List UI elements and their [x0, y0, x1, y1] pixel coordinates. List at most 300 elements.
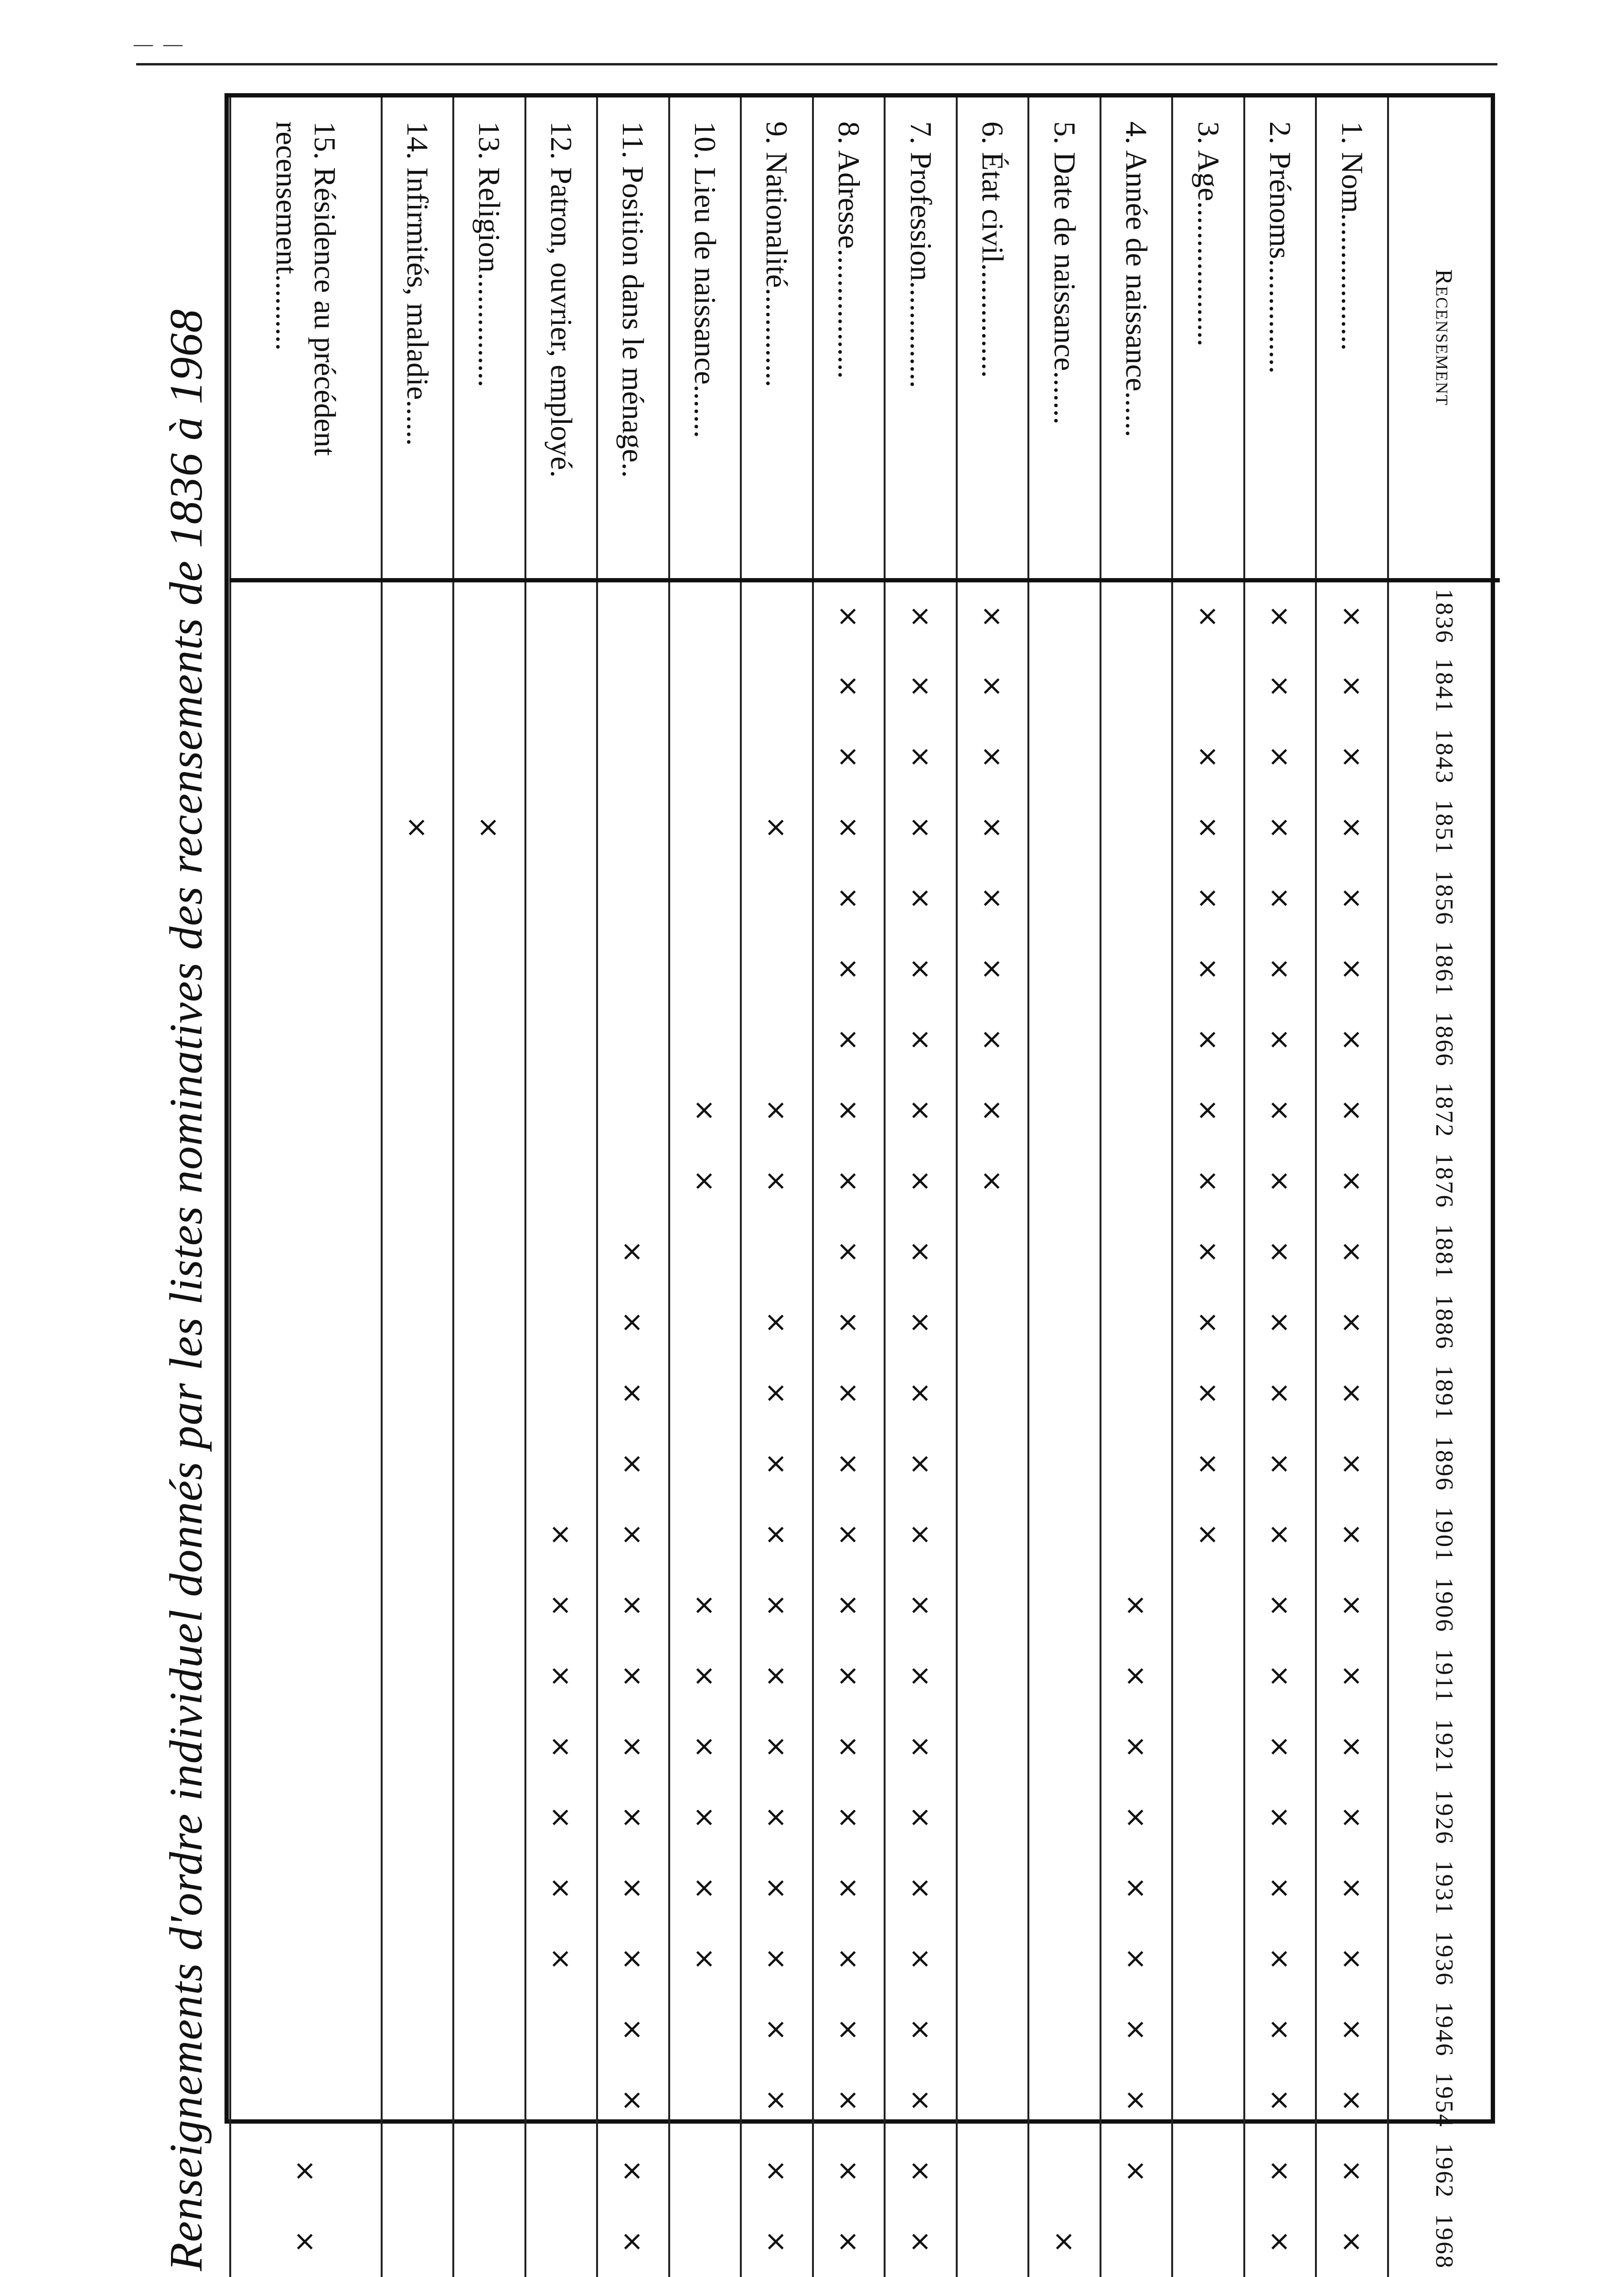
- row-label-text: 9. Nationalité.............: [760, 121, 794, 387]
- table-cell: [382, 580, 454, 651]
- table-cell: [453, 1570, 525, 1641]
- table-cell: [885, 1358, 957, 1428]
- table-cell: [741, 1923, 813, 1994]
- table-cell: [453, 651, 525, 721]
- table-cell: [525, 1428, 598, 1499]
- cross-mark-icon: ×: [1120, 1664, 1153, 1688]
- table-cell: [1172, 1358, 1244, 1428]
- table-cell: [1244, 1923, 1316, 1994]
- cross-mark-icon: ×: [1336, 1735, 1368, 1759]
- table-cell: [1244, 2136, 1316, 2206]
- cross-mark-icon: ×: [904, 2018, 937, 2041]
- table-cell: [1244, 1499, 1316, 1570]
- table-cell: [525, 1075, 598, 1146]
- table-cell: [230, 651, 382, 721]
- row-label-text: 11. Position dans le ménage..: [616, 121, 651, 478]
- table-cell: [382, 2065, 454, 2136]
- table-row: [1316, 97, 1388, 2277]
- table-cell: [382, 1499, 454, 1570]
- table-cell: [741, 1075, 813, 1146]
- cross-mark-icon: ×: [833, 1098, 865, 1122]
- cross-mark-icon: ×: [904, 2159, 937, 2183]
- table-cell: [1172, 651, 1244, 721]
- table-cell: [1316, 2065, 1388, 2136]
- cross-mark-icon: ×: [976, 604, 1009, 628]
- table-cell: [885, 1782, 957, 1853]
- table-cell: [813, 2065, 885, 2136]
- cross-mark-icon: ×: [617, 1452, 650, 1476]
- table-cell: [885, 1853, 957, 1923]
- year-header: 1906: [1388, 1570, 1500, 1641]
- table-cell: [669, 1641, 741, 1711]
- table-cell: [525, 1358, 598, 1428]
- table-cell: [597, 580, 669, 651]
- cross-mark-icon: ×: [904, 1947, 937, 1971]
- cross-mark-icon: ×: [1336, 1240, 1368, 1264]
- table-cell: [382, 1641, 454, 1711]
- table-cell: [957, 792, 1029, 863]
- table-cell: [453, 580, 525, 651]
- year-header: 1881: [1388, 1216, 1500, 1287]
- cross-mark-icon: ×: [1264, 1523, 1297, 1547]
- table-cell: [1244, 2065, 1316, 2136]
- row-label: [957, 97, 1029, 580]
- table-cell: [382, 1570, 454, 1641]
- table-cell: [669, 2136, 741, 2206]
- row-label-text: 1. Nom..................: [1335, 121, 1369, 351]
- table-cell: [885, 934, 957, 1004]
- row-label-text: 12. Patron, ouvrier, employé.: [544, 121, 578, 478]
- table-cell: [669, 580, 741, 651]
- cross-mark-icon: ×: [1336, 674, 1368, 698]
- year-header: 1886: [1388, 1287, 1500, 1358]
- table-cell: [885, 1641, 957, 1711]
- table-cell: [597, 1075, 669, 1146]
- table-cell: [382, 1287, 454, 1358]
- table-cell: [813, 1146, 885, 1216]
- cross-mark-icon: ×: [1336, 2159, 1368, 2183]
- table-cell: [1244, 1287, 1316, 1358]
- table-header-row: [1388, 97, 1500, 2277]
- table-cell: [813, 1782, 885, 1853]
- table-cell: [597, 1711, 669, 1782]
- table-cell: [453, 863, 525, 934]
- table-cell: [957, 1075, 1029, 1146]
- table-cell: [1172, 1641, 1244, 1711]
- table-cell: [957, 1004, 1029, 1075]
- cross-mark-icon: ×: [617, 1876, 650, 1900]
- row-label: [813, 97, 885, 580]
- year-header: 1931: [1388, 1853, 1500, 1923]
- cross-mark-icon: ×: [760, 1947, 793, 1971]
- table-cell: [1172, 1782, 1244, 1853]
- table-cell: [1028, 1570, 1100, 1641]
- cross-mark-icon: ×: [760, 1664, 793, 1688]
- table-cell: [741, 2136, 813, 2206]
- table-cell: [1244, 1994, 1316, 2065]
- table-cell: [1028, 1287, 1100, 1358]
- table-cell: [1316, 1216, 1388, 1287]
- cross-mark-icon: ×: [688, 1664, 721, 1688]
- cross-mark-icon: ×: [833, 957, 865, 981]
- table-cell: [957, 1923, 1029, 1994]
- cross-mark-icon: ×: [976, 1028, 1009, 1052]
- table-cell: [230, 2136, 382, 2206]
- table-cell: [597, 934, 669, 1004]
- row-label-text: 15. Résidence au précédent recensement..........: [270, 121, 342, 456]
- cross-mark-icon: ×: [904, 1169, 937, 1193]
- header-rule: [136, 63, 1497, 65]
- cross-mark-icon: ×: [904, 1876, 937, 1900]
- table-cell: [1316, 721, 1388, 792]
- table-cell: [669, 651, 741, 721]
- year-header: 1962: [1388, 2136, 1500, 2206]
- table-cell: [1028, 2206, 1100, 2277]
- table-cell: [1244, 1641, 1316, 1711]
- cross-mark-icon: ×: [1336, 1876, 1368, 1900]
- table-body: [230, 97, 1388, 2277]
- cross-mark-icon: ×: [1192, 1310, 1225, 1334]
- table-cell: [1316, 1570, 1388, 1641]
- table-cell: [453, 792, 525, 863]
- table-cell: [1244, 721, 1316, 792]
- table-cell: [957, 1358, 1029, 1428]
- table-cell: [1172, 1004, 1244, 1075]
- cross-mark-icon: ×: [1192, 1523, 1225, 1547]
- cross-mark-icon: ×: [904, 745, 937, 769]
- cross-mark-icon: ×: [1336, 1947, 1368, 1971]
- table-cell: [885, 1146, 957, 1216]
- table-cell: [813, 1570, 885, 1641]
- table-row: [1244, 97, 1316, 2277]
- table-cell: [525, 792, 598, 863]
- table-cell: [1100, 1287, 1173, 1358]
- table-cell: [741, 1570, 813, 1641]
- table-cell: [813, 1994, 885, 2065]
- table-cell: [1244, 1853, 1316, 1923]
- cross-mark-icon: ×: [1120, 2018, 1153, 2041]
- cross-mark-icon: ×: [760, 1169, 793, 1193]
- table-cell: [1100, 2206, 1173, 2277]
- table-cell: [453, 1711, 525, 1782]
- table-cell: [525, 651, 598, 721]
- cross-mark-icon: ×: [1264, 1947, 1297, 1971]
- table-cell: [741, 1004, 813, 1075]
- table-cell: [382, 863, 454, 934]
- table-cell: [1100, 1216, 1173, 1287]
- row-label: [382, 97, 454, 580]
- cross-mark-icon: ×: [976, 674, 1009, 698]
- table-cell: [525, 1923, 598, 1994]
- table-cell: [1172, 721, 1244, 792]
- table-cell: [382, 1994, 454, 2065]
- table-cell: [741, 2206, 813, 2277]
- cross-mark-icon: ×: [1336, 1523, 1368, 1547]
- cross-mark-icon: ×: [688, 1735, 721, 1759]
- year-header: 1872: [1388, 1075, 1500, 1146]
- table-cell: [1244, 1075, 1316, 1146]
- year-header: 1926: [1388, 1782, 1500, 1853]
- table-cell: [669, 792, 741, 863]
- table-cell: [525, 1004, 598, 1075]
- table-cell: [230, 934, 382, 1004]
- cross-mark-icon: ×: [833, 1947, 865, 1971]
- cross-mark-icon: ×: [1264, 2088, 1297, 2112]
- row-label: [885, 97, 957, 580]
- table-cell: [382, 2206, 454, 2277]
- table-cell: [813, 1075, 885, 1146]
- row-label-text: 4. Année de naissance......: [1120, 121, 1154, 438]
- table-cell: [1100, 1641, 1173, 1711]
- cross-mark-icon: ×: [833, 1876, 865, 1900]
- cross-mark-icon: ×: [289, 2230, 322, 2254]
- table-cell: [957, 1711, 1029, 1782]
- cross-mark-icon: ×: [401, 816, 434, 839]
- cross-mark-icon: ×: [688, 1098, 721, 1122]
- table-cell: [597, 651, 669, 721]
- table-cell: [885, 792, 957, 863]
- table-cell: [597, 1641, 669, 1711]
- table-cell: [525, 1216, 598, 1287]
- table-cell: [1028, 1711, 1100, 1782]
- table-cell: [453, 1004, 525, 1075]
- table-cell: [669, 1287, 741, 1358]
- table-cell: [1100, 1358, 1173, 1428]
- table-cell: [669, 1004, 741, 1075]
- table-cell: [525, 721, 598, 792]
- cross-mark-icon: ×: [1336, 886, 1368, 910]
- table-cell: [525, 1782, 598, 1853]
- row-label: [1172, 97, 1244, 580]
- table-cell: [741, 1782, 813, 1853]
- cross-mark-icon: ×: [617, 2018, 650, 2041]
- table-cell: [453, 1853, 525, 1923]
- table-cell: [1244, 934, 1316, 1004]
- cross-mark-icon: ×: [617, 2088, 650, 2112]
- table-cell: [1244, 1570, 1316, 1641]
- table-cell: [957, 1499, 1029, 1570]
- table-cell: [525, 934, 598, 1004]
- row-label-text: 10. Lieu de naissance.......: [688, 121, 722, 438]
- table-cell: [813, 934, 885, 1004]
- table-cell: [885, 1216, 957, 1287]
- table-cell: [741, 580, 813, 651]
- table-cell: [597, 1358, 669, 1428]
- table-cell: [230, 1358, 382, 1428]
- table-cell: [1100, 1075, 1173, 1146]
- table-cell: [813, 1923, 885, 1994]
- cross-mark-icon: ×: [904, 2230, 937, 2254]
- table-cell: [230, 1782, 382, 1853]
- cross-mark-icon: ×: [833, 2159, 865, 2183]
- cross-mark-icon: ×: [833, 1028, 865, 1052]
- table-row: [813, 97, 885, 2277]
- row-label: [230, 97, 382, 580]
- table-cell: [1100, 863, 1173, 934]
- cross-mark-icon: ×: [760, 2159, 793, 2183]
- table-cell: [230, 1994, 382, 2065]
- table-cell: [813, 2206, 885, 2277]
- table-cell: [525, 1287, 598, 1358]
- table-cell: [813, 580, 885, 651]
- table-cell: [597, 1570, 669, 1641]
- table-cell: [382, 1711, 454, 1782]
- year-header: 1946: [1388, 1994, 1500, 2065]
- cross-mark-icon: ×: [904, 2088, 937, 2112]
- table-cell: [1028, 863, 1100, 934]
- table-cell: [453, 934, 525, 1004]
- cross-mark-icon: ×: [1264, 886, 1297, 910]
- page-number: — —: [134, 33, 185, 54]
- table-cell: [885, 1004, 957, 1075]
- row-label-text: 8. Adresse.................: [832, 121, 866, 379]
- cross-mark-icon: ×: [545, 1735, 577, 1759]
- table-cell: [1244, 651, 1316, 721]
- cross-mark-icon: ×: [1336, 1664, 1368, 1688]
- table-cell: [1100, 580, 1173, 651]
- table-cell: [885, 2136, 957, 2206]
- table-cell: [741, 1216, 813, 1287]
- table-cell: [957, 934, 1029, 1004]
- table-cell: [1028, 1853, 1100, 1923]
- table-row: [597, 97, 669, 2277]
- year-header: 1896: [1388, 1428, 1500, 1499]
- table-cell: [1028, 2065, 1100, 2136]
- year-header: 1856: [1388, 863, 1500, 934]
- table-cell: [1244, 1216, 1316, 1287]
- table-cell: [813, 1216, 885, 1287]
- table-cell: [1316, 2136, 1388, 2206]
- table-cell: [1100, 651, 1173, 721]
- cross-mark-icon: ×: [904, 1381, 937, 1405]
- cross-mark-icon: ×: [904, 816, 937, 839]
- cross-mark-icon: ×: [1120, 1876, 1153, 1900]
- year-header: 1921: [1388, 1711, 1500, 1782]
- cross-mark-icon: ×: [833, 886, 865, 910]
- table-cell: [1172, 1287, 1244, 1358]
- table-cell: [813, 721, 885, 792]
- cross-mark-icon: ×: [1264, 745, 1297, 769]
- table-cell: [957, 580, 1029, 651]
- cross-mark-icon: ×: [976, 1098, 1009, 1122]
- table-row: [957, 97, 1029, 2277]
- table-cell: [1172, 1075, 1244, 1146]
- year-header: 1841: [1388, 651, 1500, 721]
- table-cell: [669, 1146, 741, 1216]
- table-cell: [382, 2136, 454, 2206]
- table-cell: [741, 1287, 813, 1358]
- table-cell: [1244, 2206, 1316, 2277]
- table-cell: [813, 1428, 885, 1499]
- table-cell: [957, 651, 1029, 721]
- table-cell: [1316, 580, 1388, 651]
- cross-mark-icon: ×: [1120, 2088, 1153, 2112]
- table-cell: [1028, 792, 1100, 863]
- cross-mark-icon: ×: [1120, 1735, 1153, 1759]
- table-cell: [525, 1499, 598, 1570]
- cross-mark-icon: ×: [617, 1523, 650, 1547]
- cross-mark-icon: ×: [1264, 1664, 1297, 1688]
- table-cell: [230, 1004, 382, 1075]
- table-cell: [1316, 1428, 1388, 1499]
- table-row: [525, 97, 598, 2277]
- cross-mark-icon: ×: [1336, 816, 1368, 839]
- table-row: [885, 97, 957, 2277]
- cross-mark-icon: ×: [1336, 745, 1368, 769]
- table-cell: [453, 1923, 525, 1994]
- table-cell: [453, 1782, 525, 1853]
- cross-mark-icon: ×: [1120, 1947, 1153, 1971]
- table-cell: [597, 1146, 669, 1216]
- cross-mark-icon: ×: [617, 2159, 650, 2183]
- cross-mark-icon: ×: [1264, 816, 1297, 839]
- table-cell: [885, 2206, 957, 2277]
- table-cell: [1172, 792, 1244, 863]
- cross-mark-icon: ×: [1192, 1381, 1225, 1405]
- table-cell: [1100, 934, 1173, 1004]
- cross-mark-icon: ×: [1264, 1028, 1297, 1052]
- table-cell: [669, 1358, 741, 1428]
- table-cell: [453, 2065, 525, 2136]
- table-cell: [1172, 1994, 1244, 2065]
- cross-mark-icon: ×: [1264, 2230, 1297, 2254]
- cross-mark-icon: ×: [904, 1452, 937, 1476]
- row-label: [1028, 97, 1100, 580]
- table-cell: [230, 1428, 382, 1499]
- table-cell: [1316, 1711, 1388, 1782]
- cross-mark-icon: ×: [833, 745, 865, 769]
- table-cell: [1172, 1570, 1244, 1641]
- table-cell: [597, 721, 669, 792]
- cross-mark-icon: ×: [833, 2018, 865, 2041]
- table-cell: [885, 721, 957, 792]
- table-cell: [453, 1428, 525, 1499]
- cross-mark-icon: ×: [688, 1876, 721, 1900]
- table-cell: [813, 651, 885, 721]
- table-cell: [669, 1923, 741, 1994]
- year-header: 1968: [1388, 2206, 1500, 2277]
- row-label: [1100, 97, 1173, 580]
- table-cell: [1244, 1358, 1316, 1428]
- table-cell: [1316, 1994, 1388, 2065]
- table-cell: [1100, 1994, 1173, 2065]
- cross-mark-icon: ×: [1336, 957, 1368, 981]
- table-cell: [813, 1711, 885, 1782]
- cross-mark-icon: ×: [1264, 604, 1297, 628]
- table-cell: [597, 863, 669, 934]
- table-cell: [957, 863, 1029, 934]
- table-cell: [813, 1641, 885, 1711]
- table-cell: [453, 721, 525, 792]
- cross-mark-icon: ×: [1336, 1098, 1368, 1122]
- cross-mark-icon: ×: [1336, 1028, 1368, 1052]
- cross-mark-icon: ×: [760, 2088, 793, 2112]
- table-cell: [813, 1004, 885, 1075]
- cross-mark-icon: ×: [1336, 1381, 1368, 1405]
- cross-mark-icon: ×: [1192, 957, 1225, 981]
- cross-mark-icon: ×: [904, 1240, 937, 1264]
- table-cell: [1028, 1923, 1100, 1994]
- year-header: 1851: [1388, 792, 1500, 863]
- row-label: [1244, 97, 1316, 580]
- cross-mark-icon: ×: [1264, 2159, 1297, 2183]
- cross-mark-icon: ×: [904, 604, 937, 628]
- table-cell: [957, 1853, 1029, 1923]
- table-cell: [1028, 1146, 1100, 1216]
- table-cell: [957, 2206, 1029, 2277]
- table-cell: [453, 2206, 525, 2277]
- table-cell: [382, 1216, 454, 1287]
